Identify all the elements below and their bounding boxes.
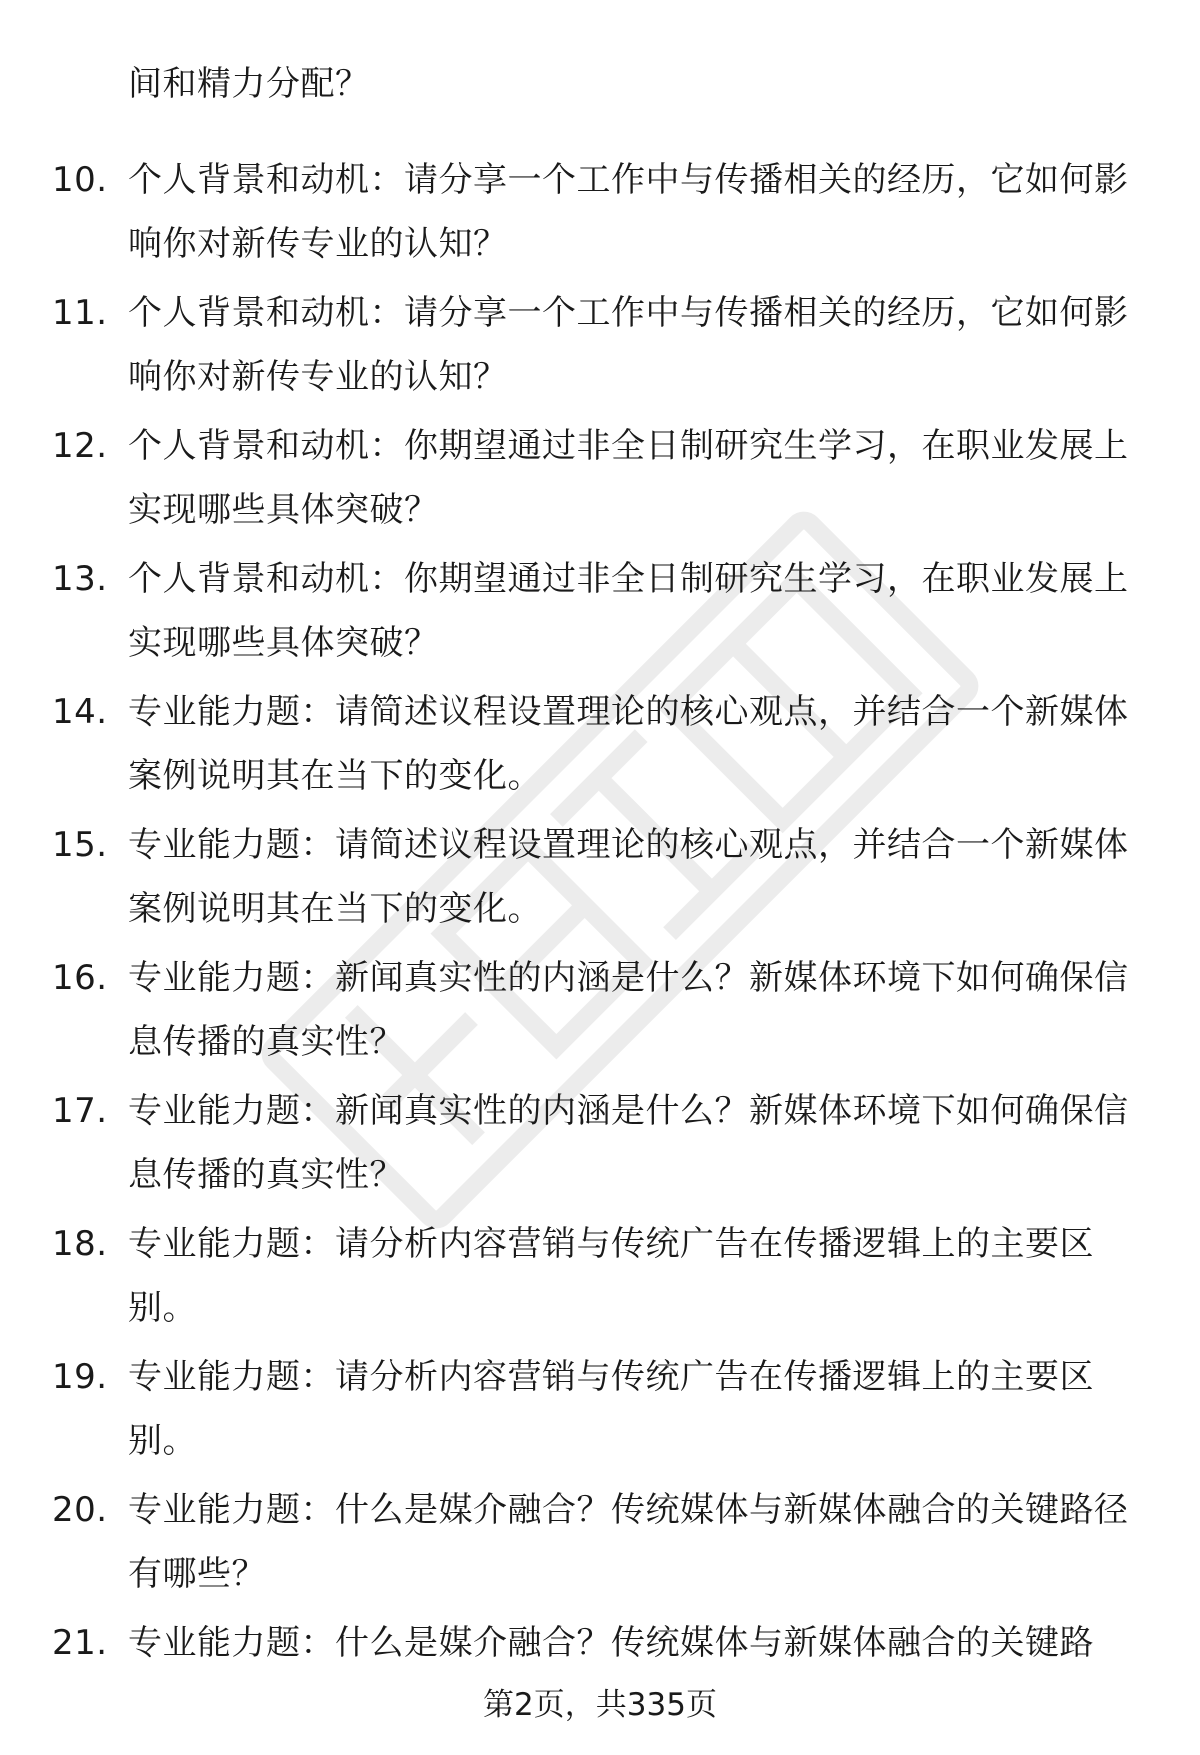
question-number: 11. [52,293,108,333]
list-item [0,1212,1200,1345]
list-item [0,1345,1200,1478]
question-text: 个人背景和动机：请分享一个工作中与传播相关的经历，它如何影响你对新传专业的认知？ [128,293,1129,397]
question-number: 20. [52,1490,108,1530]
list-item [0,1079,1200,1212]
question-text: 专业能力题：请简述议程设置理论的核心观点，并结合一个新媒体案例说明其在当下的变化。 [128,692,1129,796]
question-number: 15. [52,825,108,865]
list-item [0,281,1200,414]
list-item [0,1478,1200,1611]
question-text: 个人背景和动机：请分享一个工作中与传播相关的经历，它如何影响你对新传专业的认知？ [128,160,1129,264]
question-text: 专业能力题：请简述议程设置理论的核心观点，并结合一个新媒体案例说明其在当下的变化。 [128,825,1129,929]
question-text: 专业能力题：请分析内容营销与传统广告在传播逻辑上的主要区别。 [128,1357,1094,1461]
continuation-text: 间和精力分配？ [128,64,370,104]
question-number: 13. [52,559,108,599]
question-text: 个人背景和动机：你期望通过非全日制研究生学习，在职业发展上实现哪些具体突破？ [128,426,1129,530]
question-text: 专业能力题：新闻真实性的内涵是什么？新媒体环境下如何确保信息传播的真实性？ [128,1091,1129,1195]
question-number: 12. [52,426,108,466]
question-number: 21. [52,1623,108,1663]
question-text: 专业能力题：什么是媒介融合？传统媒体与新媒体融合的关键路 [128,1623,1094,1663]
question-text: 个人背景和动机：你期望通过非全日制研究生学习，在职业发展上实现哪些具体突破？ [128,559,1129,663]
question-text: 专业能力题：新闻真实性的内涵是什么？新媒体环境下如何确保信息传播的真实性？ [128,958,1129,1062]
question-number: 10. [52,160,108,200]
question-number: 18. [52,1224,108,1264]
list-item [0,414,1200,547]
question-number: 14. [52,692,108,732]
question-list [0,148,1200,1744]
question-number: 17. [52,1091,108,1131]
question-number: 19. [52,1357,108,1397]
list-item [0,148,1200,281]
list-item [0,946,1200,1079]
question-text: 专业能力题：什么是媒介融合？传统媒体与新媒体融合的关键路径有哪些？ [128,1490,1129,1594]
list-item [0,680,1200,813]
question-number: 16. [52,958,108,998]
page-footer: 第2页，共335页 [483,1687,717,1723]
list-item [0,813,1200,946]
list-item [0,547,1200,680]
question-text: 专业能力题：请分析内容营销与传统广告在传播逻辑上的主要区别。 [128,1224,1094,1328]
